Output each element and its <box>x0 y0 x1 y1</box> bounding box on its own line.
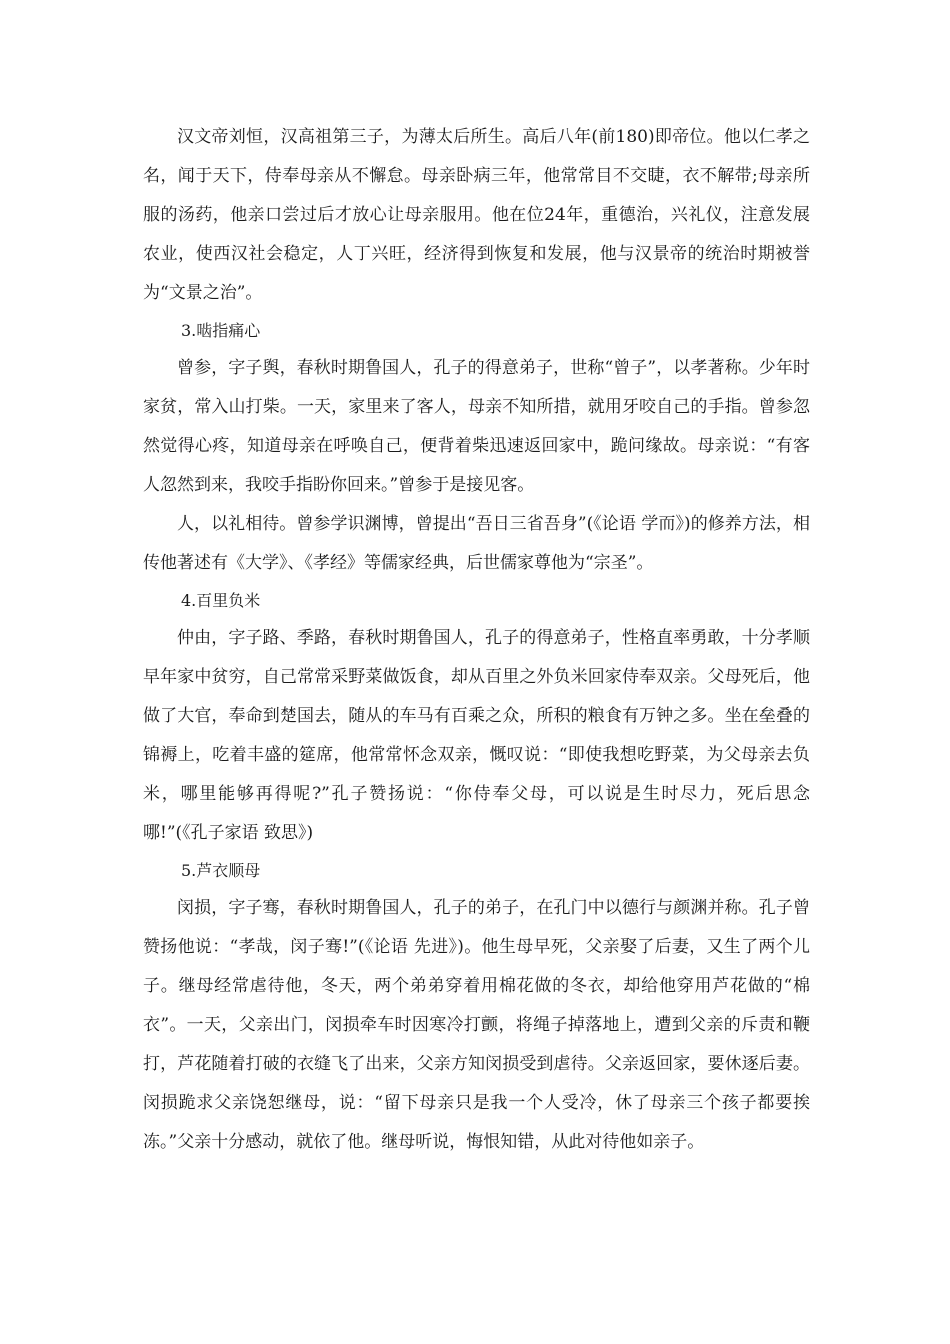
paragraph-zeng-can-continued: 人，以礼相待。曾参学识渊博，曾提出“吾日三省吾身”(《论语 学而》)的修养方法，相传他著述有《大学》、《孝经》等儒家经典，后世儒家尊他为“宗圣”。 <box>143 514 810 573</box>
paragraph-zeng-can: 曾参，字子舆，春秋时期鲁国人，孔子的得意弟子，世称“曾子”，以孝著称。少年时家贫，常入山打柴。一天，家里来了客人，母亲不知所措，就用牙咬自己的手指。曾参忽然觉得心疼，知道母亲在呼唤自己，便背着柴迅速返回家中，跪问缘故。母亲说：“有客人忽然到来，我咬手指盼你回来。”曾参于是接见客。 <box>143 358 810 495</box>
section-heading-3: 3.啮指痛心 <box>181 321 261 340</box>
section-heading-4: 4.百里负米 <box>181 591 261 610</box>
section-heading-5: 5.芦衣顺母 <box>181 861 261 880</box>
paragraph-emperor-wen: 汉文帝刘恒，汉高祖第三子，为薄太后所生。高后八年(前180)即帝位。他以仁孝之名，闻于天下，侍奉母亲从不懈怠。母亲卧病三年，他常常目不交睫，衣不解带;母亲所服的汤药，他亲口尝过后才放心让母亲服用。他在位24年，重德治，兴礼仪，注意发展农业，使西汉社会稳定，人丁兴旺，经济得到恢复和发展，他与汉景帝的统治时期被誉为“文景之治”。 <box>143 127 810 303</box>
document-page <box>143 118 810 1162</box>
paragraph-zhong-you: 仲由，字子路、季路，春秋时期鲁国人，孔子的得意弟子，性格直率勇敢，十分孝顺早年家中贫穷，自己常常采野菜做饭食，却从百里之外负米回家侍奉双亲。父母死后，他做了大官，奉命到楚国去，随从的车马有百乘之众，所积的粮食有万钟之多。坐在垒叠的锦褥上，吃着丰盛的筵席，他常常怀念双亲，慨叹说：“即使我想吃野菜，为父母亲去负米，哪里能够再得呢?”孔子赞扬说：“你侍奉父母，可以说是生时尽力，死后思念哪!”(《孔子家语 致思》) <box>143 628 810 843</box>
paragraph-min-sun: 闵损，字子骞，春秋时期鲁国人，孔子的弟子，在孔门中以德行与颜渊并称。孔子曾赞扬他说：“孝哉，闵子骞!”(《论语 先进》)。他生母早死，父亲娶了后妻，又生了两个儿子。继母经常虐待他，冬天，两个弟弟穿着用棉花做的冬衣，却给他穿用芦花做的“棉衣”。一天，父亲出门，闵损牵车时因寒冷打颤，将绳子掉落地上，遭到父亲的斥责和鞭打，芦花随着打破的衣缝飞了出来，父亲方知闵损受到虐待。父亲返回家，要休逐后妻。闵损跪求父亲饶恕继母，说：“留下母亲只是我一个人受冷，休了母亲三个孩子都要挨冻。”父亲十分感动，就依了他。继母听说，悔恨知错，从此对待他如亲子。 <box>143 898 810 1152</box>
